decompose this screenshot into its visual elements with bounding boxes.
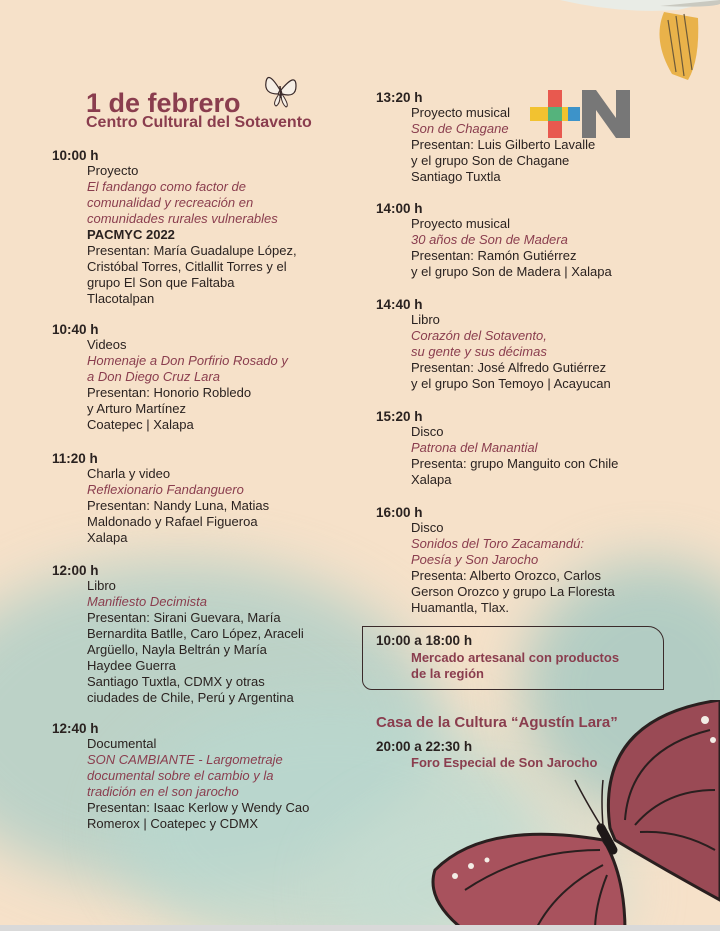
schedule-event — [376, 297, 676, 392]
event-organization: PACMYC 2022 — [87, 227, 175, 242]
schedule-event — [376, 90, 676, 185]
event-presenters-line: Presentan: María Guadalupe López, — [87, 243, 297, 258]
event-title-line: Sonidos del Toro Zacamandú: — [411, 536, 584, 551]
event-presenters-line: Maldonado y Rafael Figueroa — [87, 514, 258, 529]
event-time: 14:00 h — [376, 201, 423, 216]
event-title-line: SON CAMBIANTE - Largometraje — [87, 752, 283, 767]
event-presenters-line: Presenta: Alberto Orozco, Carlos — [411, 568, 602, 583]
event-title-line: tradición en el son jarocho — [87, 784, 239, 799]
event-type: Documental — [87, 736, 157, 751]
bird-wing-icon — [560, 0, 720, 85]
event-presenters-line: Presentan: Sirani Guevara, María — [87, 610, 281, 625]
event-title-line: su gente y sus décimas — [411, 344, 547, 359]
event-type: Proyecto — [87, 163, 139, 178]
event-presenters-line: y Arturo Martínez — [87, 401, 186, 416]
market-box — [362, 626, 664, 690]
event-presenters-line: Santiago Tuxtla — [411, 169, 501, 184]
event-title-line: Reflexionario Fandanguero — [87, 482, 244, 497]
market-title-line: Mercado artesanal con productos — [411, 650, 620, 665]
event-title-line: Poesía y Son Jarocho — [411, 552, 539, 567]
event-presenters-line: Tlacotalpan — [87, 291, 155, 306]
schedule-event — [376, 201, 676, 280]
event-presenters-line: Presentan: Luis Gilberto Lavalle — [411, 137, 596, 152]
page-title: 1 de febrero — [86, 88, 241, 118]
event-presenters-line: grupo El Son que Faltaba — [87, 275, 235, 290]
event-presenters-line: Presentan: Ramón Gutiérrez — [411, 248, 577, 263]
event-presenters-line: Gerson Orozco y grupo La Floresta — [411, 584, 615, 599]
event-presenters-line: Presentan: Nandy Luna, Matias — [87, 498, 270, 513]
event-time: 16:00 h — [376, 505, 423, 520]
event-presenters-line: Presentan: Honorio Robledo — [87, 385, 252, 400]
event-title-line: documental sobre el cambio y la — [87, 768, 274, 783]
event-type: Disco — [411, 424, 444, 439]
event-presenters-line: Xalapa — [411, 472, 452, 487]
event-presenters-line: Bernardita Batlle, Caro López, Araceli — [87, 626, 304, 641]
butterfly-outline-icon — [262, 68, 300, 110]
event-presenters-line: Cristóbal Torres, Citlallit Torres y el — [87, 259, 287, 274]
event-time: 14:40 h — [376, 297, 423, 312]
event-time: 10:00 h — [52, 148, 99, 163]
event-presenters-line: Haydee Guerra — [87, 658, 176, 673]
event-presenters-line: Presentan: José Alfredo Gutiérrez — [411, 360, 607, 375]
event-presenters-line: Presentan: Isaac Kerlow y Wendy Cao — [87, 800, 310, 815]
event-type: Videos — [87, 337, 127, 352]
event-type: Libro — [411, 312, 440, 327]
event-presenters-line: y el grupo Son de Chagane — [411, 153, 570, 168]
event-presenters-line: y el grupo Son Temoyo | Acayucan — [411, 376, 611, 391]
event-presenters-line: Coatepec | Xalapa — [87, 417, 194, 432]
event-title-line: Son de Chagane — [411, 121, 509, 136]
event-type: Proyecto musical — [411, 216, 510, 231]
event-presenters-line: Santiago Tuxtla, CDMX y otras — [87, 674, 265, 689]
event-presenters-line: Huamantla, Tlax. — [411, 600, 510, 615]
foro-title: Foro Especial de Son Jarocho — [411, 755, 598, 770]
event-time: 13:20 h — [376, 90, 423, 105]
schedule-event — [376, 409, 676, 488]
event-time: 12:00 h — [52, 563, 99, 578]
event-time: 11:20 h — [52, 451, 98, 466]
event-type: Proyecto musical — [411, 105, 510, 120]
event-title-line: Manifiesto Decimista — [87, 594, 207, 609]
event-title-line: comunidades rurales vulnerables — [87, 211, 278, 226]
event-title-line: 30 años de Son de Madera — [411, 232, 568, 247]
event-title-line: comunalidad y recreación en — [87, 195, 254, 210]
butterfly-large-icon — [425, 700, 720, 931]
schedule-event — [52, 148, 352, 307]
event-title-line: Patrona del Manantial — [411, 440, 538, 455]
event-presenters-line: y el grupo Son de Madera | Xalapa — [411, 264, 612, 279]
event-type: Disco — [411, 520, 444, 535]
event-presenters-line: Xalapa — [87, 530, 128, 545]
casa-cultura-title: Casa de la Cultura “Agustín Lara” — [376, 714, 618, 731]
schedule-event — [376, 505, 676, 616]
event-presenters-line: Argüello, Nayla Beltrán y María — [87, 642, 267, 657]
event-title-line: Homenaje a Don Porfirio Rosado y — [87, 353, 288, 368]
market-time: 10:00 a 18:00 h — [376, 633, 473, 648]
market-title-line: de la región — [411, 666, 484, 681]
event-title-line: Corazón del Sotavento, — [411, 328, 547, 343]
event-time: 12:40 h — [52, 721, 99, 736]
schedule-event — [52, 721, 352, 832]
event-title-line: El fandango como factor de — [87, 179, 246, 194]
bottom-border — [0, 925, 720, 931]
event-time: 15:20 h — [376, 409, 423, 424]
event-type: Libro — [87, 578, 116, 593]
event-type: Charla y video — [87, 466, 171, 481]
event-title-line: a Don Diego Cruz Lara — [87, 369, 220, 384]
schedule-event — [52, 563, 352, 706]
venue-title: Centro Cultural del Sotavento — [86, 114, 312, 131]
event-presenters-line: ciudades de Chile, Perú y Argentina — [87, 690, 294, 705]
schedule-event — [52, 322, 352, 433]
event-presenters-line: Romerox | Coatepec y CDMX — [87, 816, 258, 831]
schedule-event — [52, 451, 352, 546]
event-time: 10:40 h — [52, 322, 99, 337]
event-presenters-line: Presenta: grupo Manguito con Chile — [411, 456, 619, 471]
foro-time: 20:00 a 22:30 h — [376, 739, 473, 754]
